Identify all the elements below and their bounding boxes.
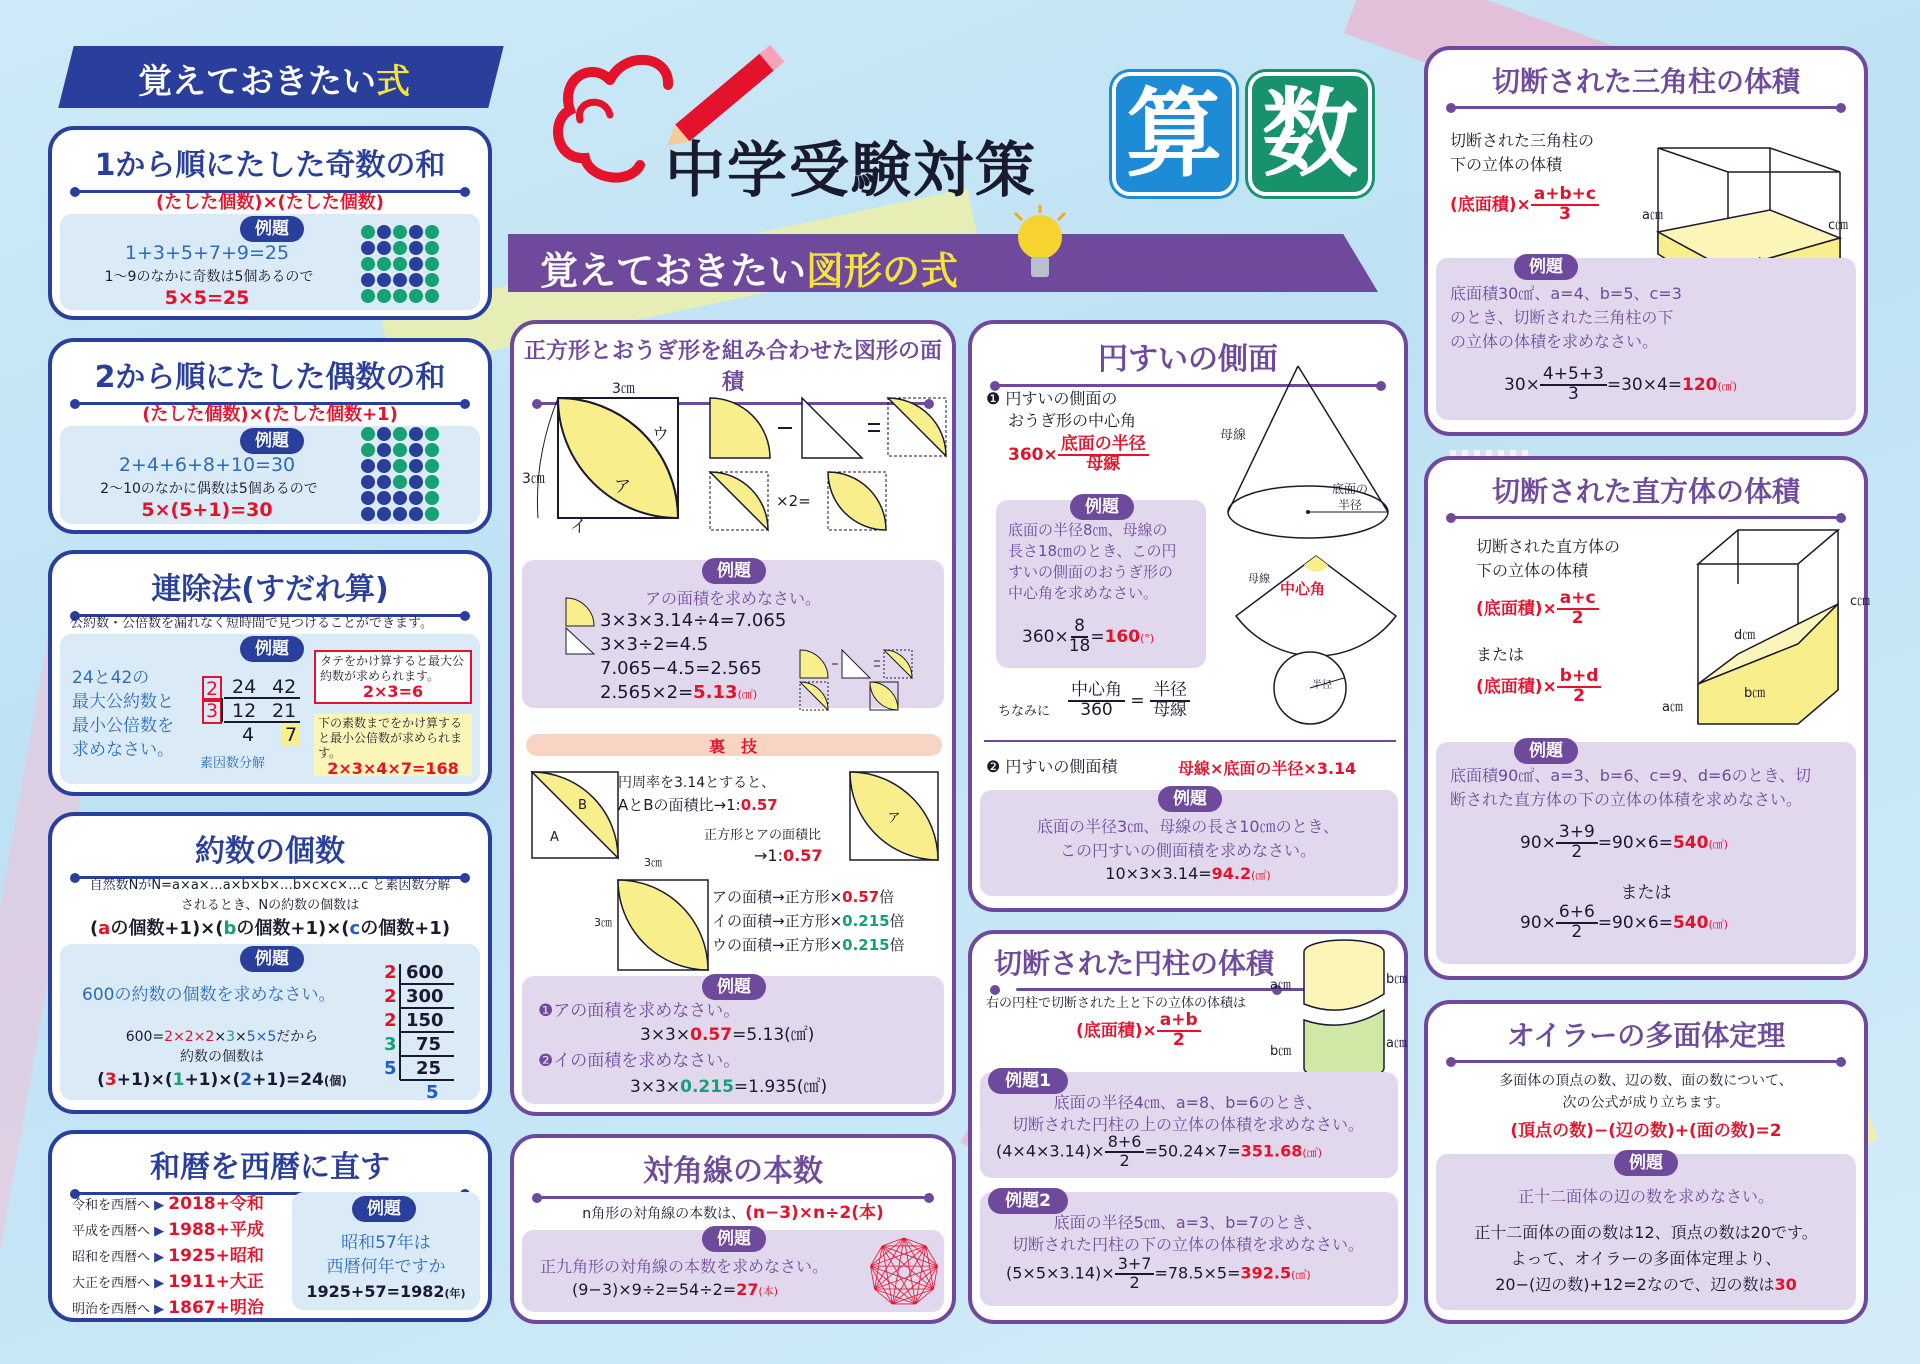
- formula: (たした個数)×(たした個数+1): [142, 404, 398, 425]
- label-c: c㎝: [1828, 218, 1849, 233]
- example-badge: 例題: [1514, 738, 1578, 764]
- example-answer: 5×(5+1)=30: [141, 499, 273, 521]
- label-b-bottom: b㎝: [1270, 1044, 1292, 1059]
- answer1: 90× $\frac{3+9}{2}$ =90×6=540(㎤): [1520, 822, 1729, 862]
- question2a: 底面の半径5㎝、a=3、b=7のとき、: [1053, 1213, 1323, 1232]
- question: 600の約数の個数を求めなさい。: [82, 985, 336, 1005]
- dot: [361, 427, 375, 441]
- solution3: (3+1)×(1+1)×(2+1)=24(個): [97, 1070, 347, 1090]
- card-title: 約数の個数: [52, 826, 488, 879]
- dot: [377, 273, 391, 287]
- dot: [409, 289, 423, 303]
- label-d: d㎝: [1734, 628, 1756, 643]
- question: 底面積90㎠、a=3、b=6、c=9、d=6のとき、切 断された直方体の下の立体の体積を求めなさい。: [1450, 766, 1811, 809]
- times-two: ×2=: [776, 492, 811, 510]
- formula: (底面積)× $\frac{a+b}{2}$: [1076, 1012, 1201, 1050]
- question: 24と42の 最大公約数と 最小公倍数を 求めなさい。: [72, 668, 174, 760]
- label-hankei2: 半径: [1338, 498, 1363, 512]
- dot: [425, 475, 439, 489]
- calc4: 2.565×2=5.13(㎠): [600, 682, 758, 703]
- cylinder-figure: [1292, 934, 1402, 1084]
- question1a: 底面の半径4㎝、a=8、b=6のとき、: [1053, 1093, 1323, 1112]
- wareki-table: [72, 1192, 292, 1322]
- question: 正十二面体の辺の数を求めなさい。: [1517, 1187, 1774, 1206]
- example-badge: 例題: [702, 1226, 766, 1252]
- example-badge: 例題: [1070, 494, 1134, 520]
- dot: [393, 475, 407, 489]
- card-title: 1から順にたした奇数の和: [52, 140, 488, 193]
- card-title: 和暦を西暦に直す: [52, 1142, 488, 1195]
- card-euler: [1424, 1000, 1868, 1324]
- example-line2: 2〜10のなかに偶数は5個あるので: [100, 481, 318, 497]
- heading1: ❶ 円すいの側面の: [986, 389, 1118, 408]
- ura-text1: 円周率を3.14とすると、: [618, 775, 776, 791]
- example-badge: 例題: [1514, 254, 1578, 280]
- dot: [393, 443, 407, 457]
- decomposition-figure: [708, 396, 948, 534]
- card-yakusu: [48, 812, 492, 1114]
- card-title: 切断された三角柱の体積: [1428, 60, 1864, 109]
- dot: [425, 427, 439, 441]
- label-nami: ちなみに: [998, 704, 1051, 719]
- row-reiwa: 令和を西暦へ ▶ 2018+令和: [72, 1194, 264, 1214]
- label-3cm-top2: 3㎝: [644, 856, 662, 869]
- answer1: 3×3×0.57=5.13(㎠): [640, 1025, 815, 1045]
- example-badge: 例題: [702, 558, 766, 584]
- card-square-fan: [510, 320, 956, 1116]
- card-title: 対角線の本数: [514, 1146, 952, 1199]
- card-diagonals: [510, 1134, 956, 1324]
- heading3: ❷ 円すいの側面積: [986, 757, 1118, 776]
- square-fan-figure: [524, 378, 694, 528]
- foot-label: 素因数分解: [200, 756, 266, 771]
- dot: [361, 443, 375, 457]
- formula: n角形の対角線の本数は、(n−3)×n÷2(本): [582, 1203, 884, 1223]
- dot: [361, 507, 375, 521]
- nonagon-diagonals-icon: [866, 1234, 942, 1310]
- formula: (たした個数)×(たした個数): [156, 192, 384, 213]
- dot: [393, 225, 407, 239]
- hint-box2: 下の素数までをかけ算すると最小公倍数が求められます。 2×3×4×7=168: [314, 714, 472, 776]
- description2: 下の立体の体積: [1476, 561, 1589, 580]
- description1: 多面体の頂点の数、辺の数、面の数について、: [1499, 1073, 1793, 1089]
- example-badge-2: 例題2: [988, 1188, 1068, 1214]
- left-banner-text: 覚えておきたい式: [138, 62, 410, 102]
- label-c: c㎝: [1850, 594, 1871, 609]
- ab-figure: [530, 770, 620, 860]
- row-heisei: 平成を西暦へ ▶ 1988+平成: [72, 1220, 264, 1240]
- description2: 下の立体の体積: [1450, 155, 1563, 174]
- label-b: b㎝: [1744, 686, 1766, 701]
- description: 公約数・公倍数を漏れなく短時間で見つけることができます。: [70, 616, 433, 631]
- dot: [393, 289, 407, 303]
- card-wareki: [48, 1130, 492, 1322]
- divider: [984, 740, 1396, 742]
- label-bosen2: 母線: [1248, 572, 1270, 585]
- mini-decomp-icons: [798, 648, 938, 712]
- dot: [409, 491, 423, 505]
- card-title: 切断された直方体の体積: [1428, 470, 1864, 519]
- sudare-table: 2 3 24 42 12 21 4 7: [200, 676, 305, 748]
- dot: [393, 427, 407, 441]
- question: 底面積30㎠、a=4、b=5、c=3 のとき、切断された三角柱の下 の立体の体積を求めなさい。: [1450, 284, 1682, 351]
- dot: [409, 225, 423, 239]
- dot: [409, 459, 423, 473]
- dot: [393, 273, 407, 287]
- dot: [425, 241, 439, 255]
- row-meiji: 明治を西暦へ ▶ 1867+明治: [72, 1298, 264, 1318]
- answer2: (5×5×3.14)× $\frac{3+7}{2}$ =78.5×5=392.5(㎤): [1006, 1254, 1311, 1292]
- answer: 30× $\frac{4+5+3}{3}$ =30×4=120(㎤): [1504, 364, 1738, 404]
- label-hankei3: 半径: [1312, 680, 1332, 691]
- or-label: または: [1476, 645, 1525, 664]
- card-renjo: [48, 550, 492, 796]
- dot: [393, 241, 407, 255]
- diagonal-line: [882, 1238, 904, 1246]
- card-cone: [968, 320, 1408, 912]
- mini-fan-icons: [564, 596, 598, 656]
- dot-grid-odd: [360, 224, 444, 308]
- card-even-sum: [48, 338, 492, 534]
- diagonal-line: [916, 1289, 934, 1304]
- badge-san: 算: [1112, 72, 1236, 196]
- answer2: よって、オイラーの多面体定理より、: [1510, 1249, 1782, 1268]
- main-title: 中学受験対策: [665, 136, 1037, 206]
- card-title: オイラーの多面体定理: [1428, 1014, 1864, 1063]
- dot: [393, 459, 407, 473]
- row-showa: 昭和を西暦へ ▶ 1925+昭和: [72, 1246, 264, 1266]
- example-line1: 1+3+5+7+9=25: [124, 242, 290, 264]
- hint-box1: タテをかけ算すると最大公約数が求められます。 2×3=6: [314, 650, 472, 704]
- dot: [377, 475, 391, 489]
- heading2: おうぎ形の中心角: [1008, 411, 1137, 430]
- badge-suu: 数: [1248, 72, 1372, 196]
- card-title: 正方形とおうぎ形を組み合わせた図形の面積: [514, 334, 952, 405]
- question2: ❷イの面積を求めなさい。: [538, 1051, 741, 1071]
- label-3cm-top: 3㎝: [612, 381, 635, 397]
- dot: [425, 459, 439, 473]
- calc1: 3×3×3.14÷4=7.065: [600, 610, 787, 631]
- example-badge: 例題: [1614, 1150, 1678, 1176]
- formula2: 母線×底面の半径×3.14: [1178, 759, 1357, 778]
- question: 正九角形の対角線の本数を求めなさい。: [540, 1257, 829, 1276]
- solution2: 約数の個数は: [180, 1049, 264, 1065]
- answer1: (4×4×3.14)× $\frac{8+6}{2}$ =50.24×7=351.68(㎤): [996, 1132, 1322, 1170]
- description1: 切断された直方体の: [1476, 537, 1621, 556]
- dot: [361, 459, 375, 473]
- dot: [425, 257, 439, 271]
- dot: [377, 289, 391, 303]
- row-taisho: 大正を西暦へ ▶ 1911+大正: [72, 1272, 264, 1292]
- question2b: この円すいの側面積を求めなさい。: [1059, 841, 1316, 860]
- label-B: B: [578, 798, 587, 813]
- answer: (9−3)×9÷2=54÷2=27(本): [572, 1280, 779, 1299]
- card-cuboid: [1424, 456, 1871, 980]
- dot: [377, 427, 391, 441]
- or-label-2: または: [1620, 883, 1672, 903]
- example-badge-2: 例題: [1158, 786, 1222, 812]
- card-title: 切断された円柱の体積: [972, 942, 1404, 991]
- formula: (aの個数+1)×(bの個数+1)×(cの個数+1): [89, 918, 451, 939]
- answer3: 20−(辺の数)+12=2なので、辺の数は30: [1495, 1275, 1797, 1294]
- dot: [425, 289, 439, 303]
- description2: されるとき、Nの約数の個数は: [180, 898, 360, 913]
- answer: 360× $\frac{8}{18}$ =160(°): [1022, 616, 1155, 656]
- example-badge: 例題: [240, 216, 304, 242]
- question2a: 底面の半径3㎝、母線の長さ10㎝のとき、: [1037, 817, 1339, 836]
- description1: 切断された三角柱の: [1450, 131, 1595, 150]
- square-fan-figure-2: [602, 864, 712, 974]
- dot: [377, 507, 391, 521]
- dot: [393, 257, 407, 271]
- example-line1: 2+4+6+8+10=30: [118, 454, 296, 476]
- dot: [409, 427, 423, 441]
- question2: 西暦何年ですか: [326, 1257, 446, 1277]
- label-A: A: [550, 830, 559, 845]
- card-odd-sum: [48, 126, 492, 320]
- dot: [425, 507, 439, 521]
- formula2: (底面積)× $\frac{b+d}{2}$: [1476, 668, 1601, 706]
- description2: 次の公式が成り立ちます。: [1562, 1095, 1730, 1111]
- dot: [361, 475, 375, 489]
- label-3cm-left2: 3㎝: [594, 916, 612, 929]
- dot: [377, 225, 391, 239]
- diagonal-line: [875, 1289, 893, 1304]
- dot: [361, 257, 375, 271]
- sub-banner-text: 覚えておきたい図形の式: [540, 249, 959, 293]
- label-3cm-left: 3㎝: [522, 471, 545, 487]
- leaf-square-figure: [848, 770, 940, 862]
- relation: $\frac{\text{中心角}}{360}$ = $\frac{\text{半径}}{\text{母線}}$: [1068, 682, 1190, 720]
- dot: [409, 475, 423, 489]
- question1b: 切断された円柱の上の立体の体積を求めなさい。: [1011, 1115, 1364, 1134]
- example-badge-2: 例題: [702, 974, 766, 1000]
- dot: [409, 443, 423, 457]
- question1: ❶アの面積を求めなさい。: [538, 1001, 741, 1021]
- diagonal-line: [882, 1246, 937, 1266]
- dot: [425, 225, 439, 239]
- dot: [377, 491, 391, 505]
- dot: [409, 273, 423, 287]
- label-a-bottom: a㎝: [1386, 1036, 1407, 1051]
- svg-text:ア: ア: [887, 811, 901, 826]
- label-u: ウ: [652, 425, 669, 445]
- example-badge: 例題: [240, 946, 304, 972]
- dot: [377, 443, 391, 457]
- calc3: 7.065−4.5=2.565: [600, 658, 762, 679]
- dot: [361, 273, 375, 287]
- dot: [409, 241, 423, 255]
- label-a: a㎝: [1642, 208, 1663, 223]
- cone-figure: [1208, 362, 1408, 552]
- division-ladder: 2 2 2 3 5 600 300 150 75 25 5: [384, 962, 464, 1102]
- card-title: 2から順にたした偶数の和: [52, 352, 488, 405]
- ura-text4: →1:0.57: [754, 846, 823, 865]
- question: 底面の半径8㎝、母線の 長さ18㎝のとき、この円 すいの側面のおうぎ形の 中心角を求めなさい。: [1008, 521, 1177, 602]
- ura-label: 裏 技: [708, 737, 757, 756]
- dot: [377, 459, 391, 473]
- dot: [361, 225, 375, 239]
- label-a-top: a㎝: [1270, 978, 1291, 993]
- label-a: a㎝: [1662, 700, 1683, 715]
- label-b-top: b㎝: [1386, 972, 1408, 987]
- label-chushin: 中心角: [1280, 580, 1326, 598]
- answer: 1925+57=1982(年): [306, 1282, 466, 1301]
- dot: [409, 507, 423, 521]
- card-title: 円すいの側面: [972, 334, 1404, 387]
- question: アの面積を求めなさい。: [644, 589, 821, 608]
- answer2: 90× $\frac{6+6}{2}$ =90×6=540(㎤): [1520, 902, 1729, 942]
- lightbulb-icon: [1010, 205, 1070, 295]
- card-triangular-prism: [1424, 46, 1868, 436]
- example-answer: 5×5=25: [164, 287, 250, 309]
- solution1: 600=2×2×2×3×5×5だから: [125, 1029, 319, 1045]
- example-badge: 例題: [240, 636, 304, 662]
- card-cylinder: [968, 930, 1408, 1324]
- label-a: ア: [614, 477, 631, 497]
- question1: 昭和57年は: [341, 1233, 431, 1253]
- example-badge: 例題: [352, 1196, 416, 1222]
- dot: [425, 491, 439, 505]
- cuboid-figure: [1688, 524, 1848, 734]
- example-badge: 例題: [240, 428, 304, 454]
- formula1: (底面積)× $\frac{a+c}{2}$: [1476, 590, 1599, 628]
- dot: [425, 443, 439, 457]
- card-title: 連除法(すだれ算): [52, 564, 488, 617]
- label-hankei1: 底面の: [1332, 482, 1369, 496]
- dot-grid-even: [360, 426, 444, 526]
- description1: 自然数NがN=a×a×…a×b×b×…b×c×c×…c と素因数分解: [89, 878, 451, 893]
- ura-text2: AとBの面積比→1:0.57: [618, 796, 778, 814]
- dot: [409, 257, 423, 271]
- description: 右の円柱で切断された上と下の立体の体積は: [986, 996, 1247, 1011]
- formula: 360× $\frac{\text{底面の半径}}{\text{母線}}$: [1008, 436, 1149, 474]
- answer2: 3×3×0.215=1.935(㎠): [630, 1077, 828, 1097]
- ratio-2: イの面積→正方形×0.215倍: [712, 912, 905, 930]
- answer1: 正十二面体の面の数は12、頂点の数は20です。: [1474, 1223, 1818, 1242]
- label-i: イ: [570, 517, 587, 537]
- example-badge-1: 例題1: [988, 1068, 1068, 1094]
- formula: (底面積)× $\frac{a+b+c}{3}$: [1450, 186, 1599, 224]
- formula: (頂点の数)−(辺の数)+(面の数)=2: [1510, 1121, 1782, 1141]
- dot: [361, 289, 375, 303]
- answer2: 10×3×3.14=94.2(㎠): [1105, 864, 1271, 883]
- label-bosen: 母線: [1220, 428, 1247, 443]
- dot: [393, 507, 407, 521]
- question2b: 切断された円柱の下の立体の体積を求めなさい。: [1011, 1235, 1364, 1254]
- dot: [361, 491, 375, 505]
- dot: [425, 273, 439, 287]
- ura-text3: 正方形とアの面積比: [704, 828, 822, 843]
- dot: [393, 491, 407, 505]
- ratio-3: ウの面積→正方形×0.215倍: [712, 936, 905, 954]
- calc2: 3×3÷2=4.5: [600, 634, 709, 655]
- diagonal-line: [904, 1238, 926, 1246]
- example-line2: 1〜9のなかに奇数は5個あるので: [104, 269, 314, 285]
- dot: [377, 257, 391, 271]
- dot: [361, 241, 375, 255]
- dot: [377, 241, 391, 255]
- ratio-1: アの面積→正方形×0.57倍: [712, 888, 895, 906]
